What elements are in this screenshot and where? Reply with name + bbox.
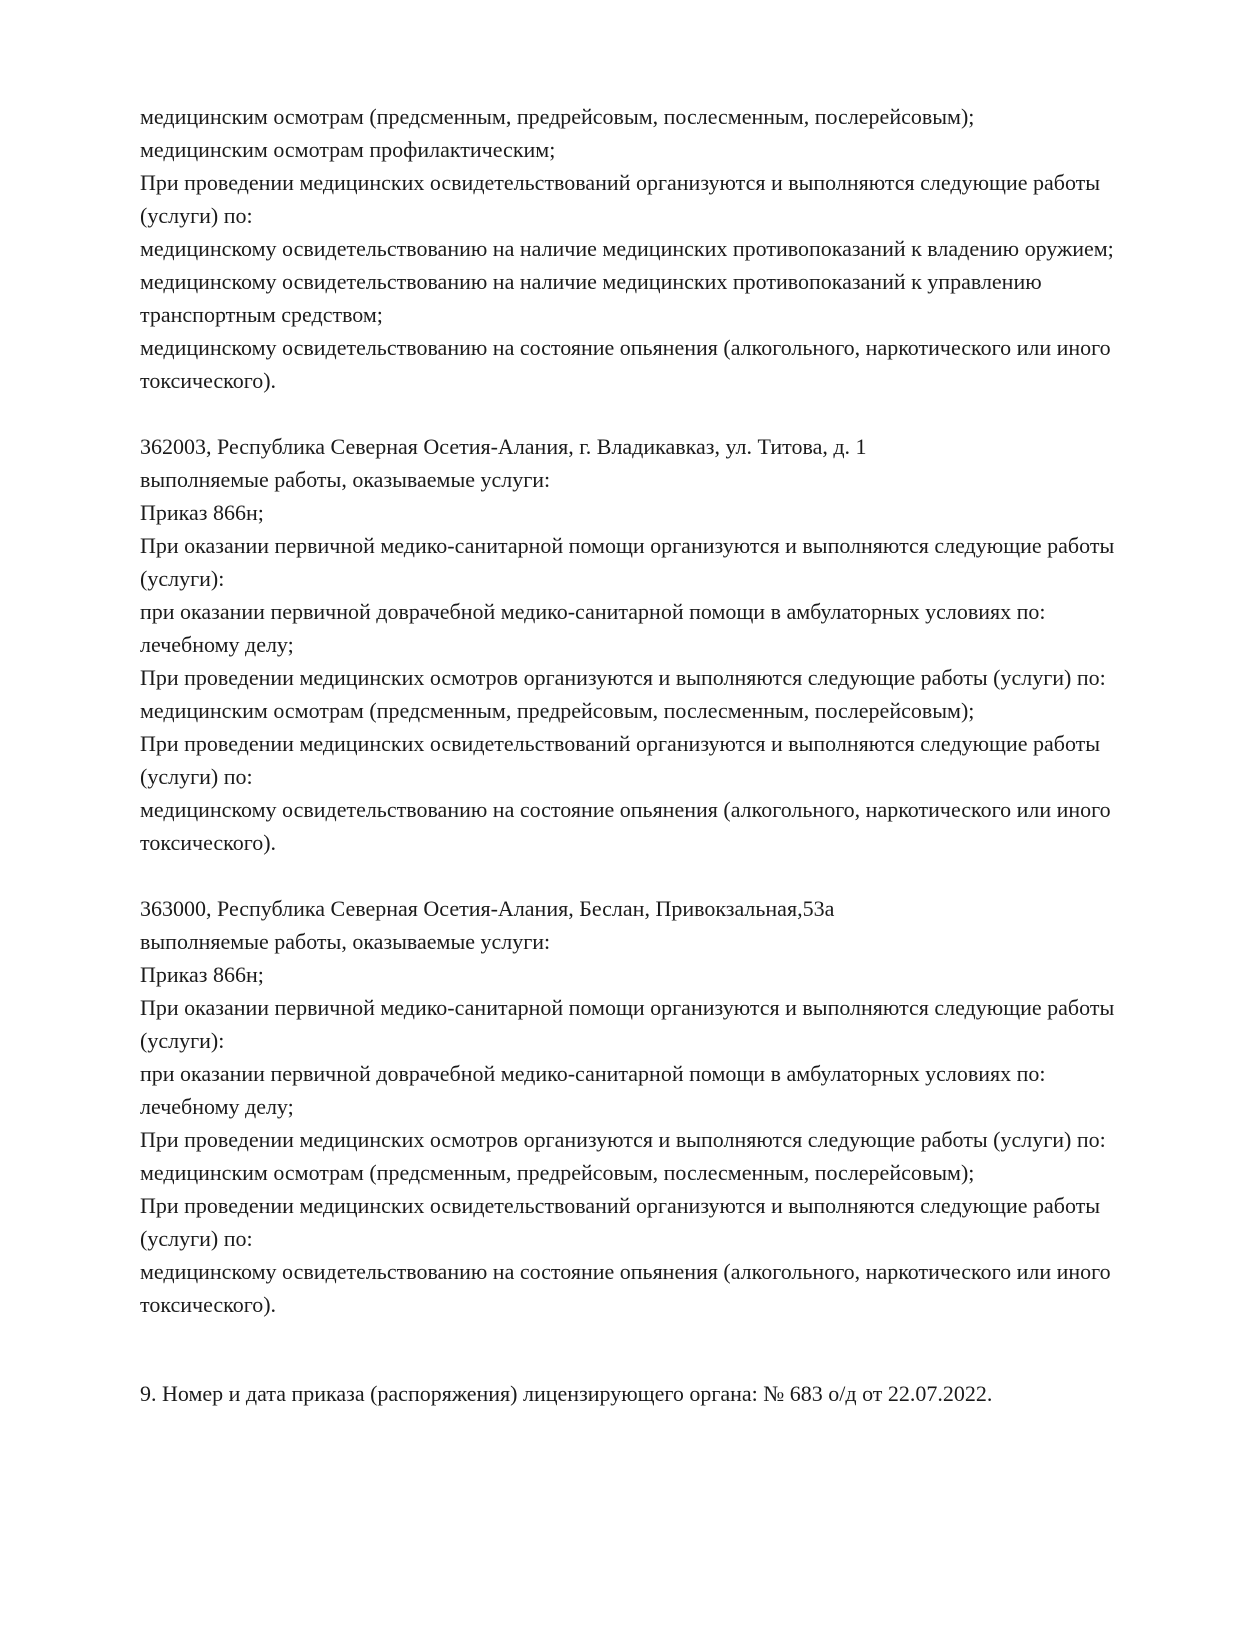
text-line: выполняемые работы, оказываемые услуги: (140, 467, 551, 492)
text-line: при оказании первичной доврачебной медико-санитарной помощи в амбулаторных условиях по: (140, 599, 1046, 624)
text-line: Приказ 866н; (140, 500, 264, 525)
text-line: При проведении медицинских осмотров организуются и выполняются следующие работы (услуги) по: (140, 1127, 1106, 1152)
section-address-beslan (140, 892, 1115, 1321)
document-content (140, 100, 1115, 1410)
text-line: медицинскому освидетельствованию на состояние опьянения (алкогольного, наркотического или иного токсического). (140, 797, 1111, 855)
text-line: 362003, Республика Северная Осетия-Алания, г. Владикавказ, ул. Титова, д. 1 (140, 434, 867, 459)
text-line: При проведении медицинских освидетельствований организуются и выполняются следующие работы (услуги) по: (140, 170, 1101, 228)
text-line: 9. Номер и дата приказа (распоряжения) лицензирующего органа: № 683 о/д от 22.07.2022. (140, 1381, 993, 1406)
text-line: медицинским осмотрам (предсменным, предрейсовым, послесменным, послерейсовым); (140, 1160, 975, 1185)
section-order-number (140, 1377, 1115, 1410)
text-line: медицинским осмотрам (предсменным, предрейсовым, послесменным, послерейсовым); (140, 104, 975, 129)
text-line: При проведении медицинских освидетельствований организуются и выполняются следующие работы (услуги) по: (140, 1193, 1101, 1251)
text-line: выполняемые работы, оказываемые услуги: (140, 929, 551, 954)
text-line: лечебному делу; (140, 1094, 294, 1119)
text-line: 363000, Республика Северная Осетия-Алания, Беслан, Привокзальная,53а (140, 896, 835, 921)
text-line: При проведении медицинских осмотров организуются и выполняются следующие работы (услуги) по: (140, 665, 1106, 690)
text-line: При проведении медицинских освидетельствований организуются и выполняются следующие работы (услуги) по: (140, 731, 1101, 789)
text-line: медицинскому освидетельствованию на наличие медицинских противопоказаний к управлению транспортным средством; (140, 269, 1042, 327)
section-address-vladikavkaz (140, 430, 1115, 859)
text-line: При оказании первичной медико-санитарной помощи организуются и выполняются следующие работы (услуги): (140, 533, 1115, 591)
text-line: медицинскому освидетельствованию на состояние опьянения (алкогольного, наркотического или иного токсического). (140, 335, 1111, 393)
text-line: медицинским осмотрам профилактическим; (140, 137, 556, 162)
text-line: медицинскому освидетельствованию на состояние опьянения (алкогольного, наркотического или иного токсического). (140, 1259, 1111, 1317)
text-line: лечебному делу; (140, 632, 294, 657)
text-line: медицинскому освидетельствованию на наличие медицинских противопоказаний к владению оружием; (140, 236, 1114, 261)
text-line: Приказ 866н; (140, 962, 264, 987)
text-line: При оказании первичной медико-санитарной помощи организуются и выполняются следующие работы (услуги): (140, 995, 1115, 1053)
section-license-works-continuation (140, 100, 1115, 397)
text-line: при оказании первичной доврачебной медико-санитарной помощи в амбулаторных условиях по: (140, 1061, 1046, 1086)
text-line: медицинским осмотрам (предсменным, предрейсовым, послесменным, послерейсовым); (140, 698, 975, 723)
